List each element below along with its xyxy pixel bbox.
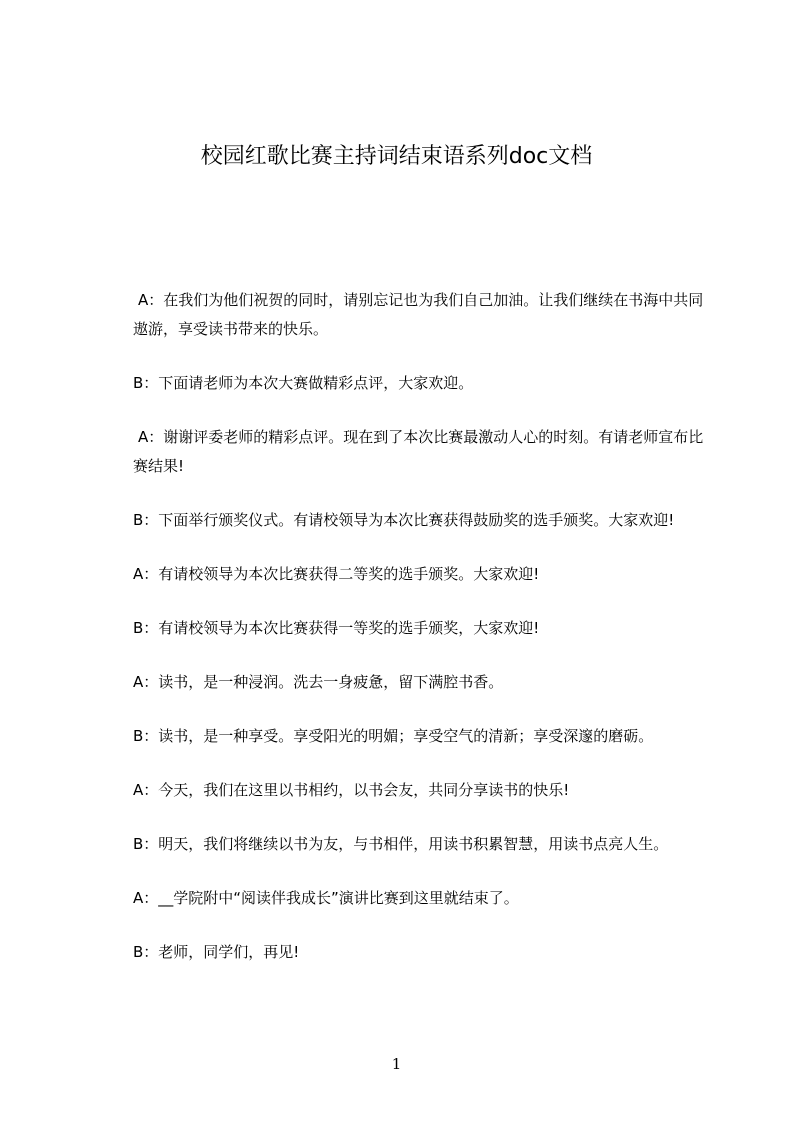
paragraph: A：谢谢评委老师的精彩点评。现在到了本次比赛最激动人心的时刻。有请老师宣布比赛结果! <box>133 428 704 475</box>
paragraph: B：下面请老师为本次大赛做精彩点评，大家欢迎。 <box>133 374 474 392</box>
paragraph: A：在我们为他们祝贺的同时，请别忘记也为我们自己加油。让我们继续在书海中共同遨游，享受读书带来的快乐。 <box>133 291 704 338</box>
paragraph: A：有请校领导为本次比赛获得二等奖的选手颁奖。大家欢迎! <box>133 565 540 583</box>
paragraph: B：有请校领导为本次比赛获得一等奖的选手颁奖，大家欢迎! <box>133 619 540 637</box>
page-number: 1 <box>391 1055 402 1073</box>
paragraph: A：今天，我们在这里以书相约，以书会友，共同分享读书的快乐! <box>133 781 570 799</box>
paragraph: A：读书，是一种浸润。洗去一身疲惫，留下满腔书香。 <box>133 673 504 691</box>
paragraph: A：__学院附中“阅读伴我成长”演讲比赛到这里就结束了。 <box>133 889 519 907</box>
paragraph: B：明天，我们将继续以书为友，与书相伴，用读书积累智慧，用读书点亮人生。 <box>133 835 669 853</box>
paragraph: B：下面举行颁奖仪式。有请校领导为本次比赛获得鼓励奖的选手颁奖。大家欢迎! <box>133 511 675 529</box>
document-title: 校园红歌比赛主持词结束语系列doc文档 <box>200 144 593 169</box>
document-body <box>133 286 718 992</box>
paragraph: B：读书，是一种享受。享受阳光的明媚；享受空气的清新；享受深邃的磨砺。 <box>133 727 654 745</box>
paragraph: B：老师，同学们，再见! <box>133 943 300 961</box>
